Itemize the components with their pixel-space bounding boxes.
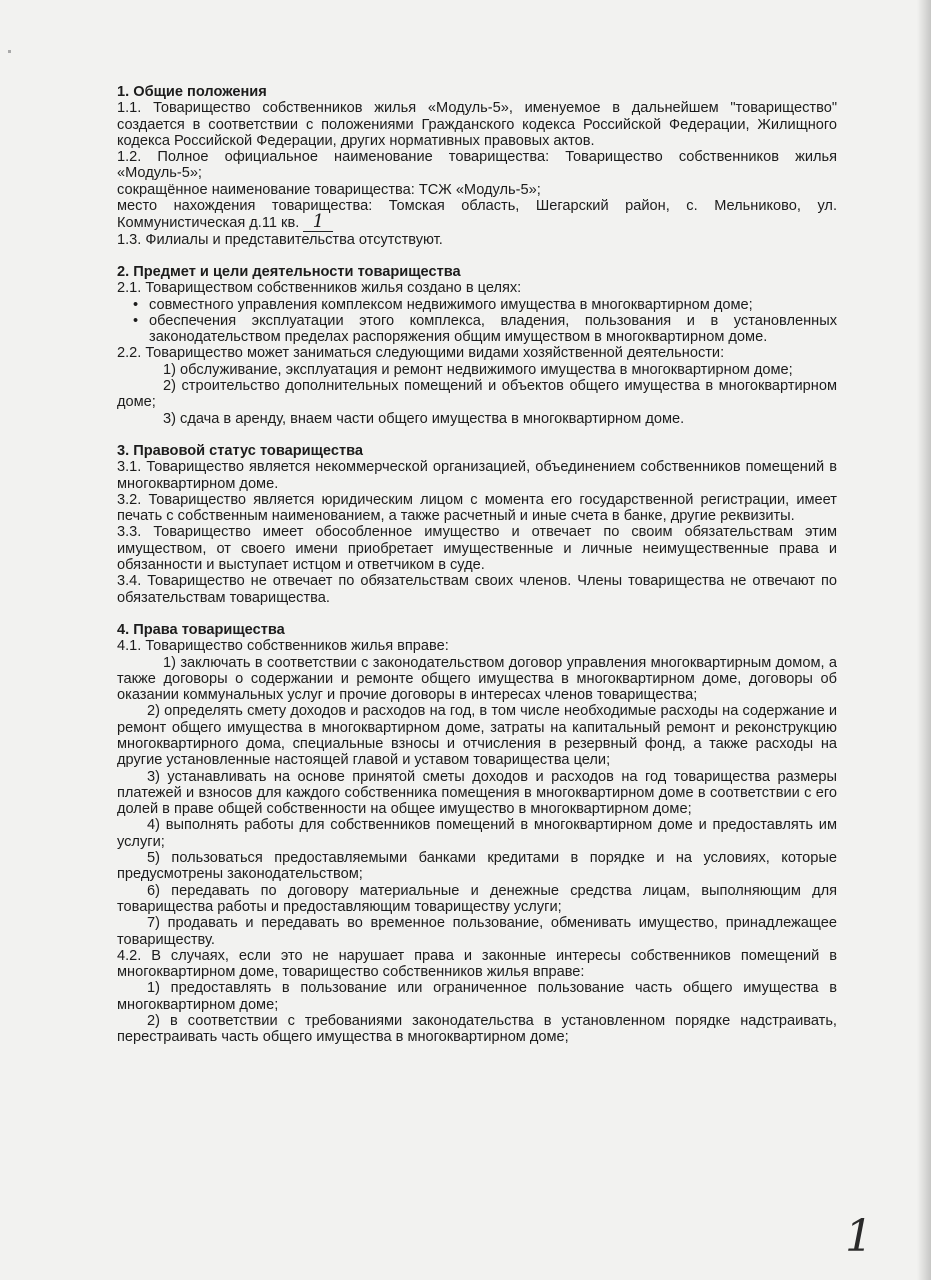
paragraph: 2.1. Товариществом собственников жилья создано в целях:	[117, 280, 522, 297]
numbered-item: 3) устанавливать на основе принятой сметы доходов и расходов на год товарищества размеры платежей и взносов для каждого собственника помещения в многоквартирном доме в соответствии с его долей в праве общей собственности на общее имущество в многоквартирном доме;	[117, 768, 837, 818]
section-heading: 1. Общие положения	[117, 84, 267, 100]
paragraph: 4.2. В случаях, если это не нарушает права и законные интересы собственников помещений в многоквартирном доме, товарищество собственников жилья вправе:	[117, 947, 837, 981]
numbered-item: 6) передавать по договору материальные и денежные средства лицам, выполняющим для товарищества работы и предоставляющим товариществу услуги;	[117, 882, 837, 915]
section-heading: 3. Правовой статус товарищества	[117, 442, 364, 459]
numbered-item: 3) сдача в аренду, внаем части общего имущества в многоквартирном доме.	[163, 410, 685, 427]
numbered-item: 1) предоставлять в пользование или ограниченное пользование часть общего имущества в многоквартирном доме;	[117, 980, 837, 1013]
numbered-item: 4) выполнять работы для собственников помещений в многоквартирном доме и предоставлять им услуги;	[117, 817, 837, 850]
paragraph: сокращённое наименование товарищества: ТСЖ «Модуль-5»;	[117, 181, 541, 198]
paragraph: 1.2. Полное официальное наименование товарищества: Товарищество собственников жилья «Модуль-5»;	[117, 149, 837, 182]
paragraph: 3.4. Товарищество не отвечает по обязательствам своих членов. Члены товарищества не отвечают по обязательствам товарищества.	[117, 573, 837, 606]
handwritten-apartment-number: 1	[303, 214, 333, 231]
numbered-item: 5) пользоваться предоставляемыми банками кредитами в порядке и на условиях, которые предусмотрены законодательством;	[117, 850, 837, 883]
numbered-item: 2) определять смету доходов и расходов на год, в том числе необходимые расходы на содержание и ремонт общего имущества в многоквартирном доме, затраты на капитальный ремонт и реконструкцию многоквартирного дома, специальные взносы и отчисления в резервный фонд, а также расходы на другие установленные настоящей главой и уставом товарищества цели;	[117, 703, 837, 769]
paragraph: 3.3. Товарищество имеет обособленное имущество и отвечает по своим обязательствам этим имуществом, от своего имени приобретает имущественные и личные неимущественные права и обязанности и выступает истцом и ответчиком в суде.	[117, 524, 837, 574]
paragraph: 1.1. Товарищество собственников жилья «Модуль-5», именуемое в дальнейшем "товарищество" создается в соответствии с положениями Гражданского кодекса Российской Федерации, Жилищного кодекса Российской Федерации, других нормативных правовых актов.	[117, 100, 837, 149]
address-text: место нахождения товарищества: Томская область, Шегарский район, с. Мельниково, ул. Коммунистическая д.11 кв.	[117, 198, 837, 232]
numbered-item: 7) продавать и передавать во временное пользование, обменивать имущество, принадлежащее товариществу.	[117, 915, 837, 948]
document-body	[117, 84, 837, 1046]
paragraph: 3.1. Товарищество является некоммерческой организацией, объединением собственников помещений в многоквартирном доме.	[117, 459, 837, 492]
scan-artifact	[8, 50, 11, 53]
section-legal-status	[117, 443, 837, 606]
section-general	[117, 84, 837, 248]
section-purpose	[117, 264, 837, 427]
numbered-item: 1) обслуживание, эксплуатация и ремонт недвижимого имущества в многоквартирном доме;	[163, 361, 793, 378]
numbered-item: 2) строительство дополнительных помещений и объектов общего имущества в многоквартирном доме;	[117, 378, 837, 411]
bullet-item: • обеспечения эксплуатации этого комплекса, владения, пользования и в установленных законодательством пределах распоряжения общим имуществом в многоквартирном доме.	[117, 313, 837, 346]
handwritten-page-number: 1	[845, 1211, 873, 1262]
numbered-item: 2) в соответствии с требованиями законодательства в установленном порядке надстраивать, перестраивать часть общего имущества в многоквартирном доме;	[117, 1013, 837, 1046]
bullet-item: • совместного управления комплексом недвижимого имущества в многоквартирном доме;	[117, 297, 837, 313]
section-rights	[117, 622, 837, 1046]
section-heading: 2. Предмет и цели деятельности товарищества	[117, 263, 461, 280]
paragraph: 4.1. Товарищество собственников жилья вправе:	[117, 638, 449, 655]
paragraph: 3.2. Товарищество является юридическим лицом с момента его государственной регистрации, имеет печать с собственным наименованием, а также расчетный и иные счета в банке, другие реквизиты.	[117, 491, 837, 525]
paragraph: 2.2. Товарищество может заниматься следующими видами хозяйственной деятельности:	[117, 345, 725, 362]
paragraph: 1.3. Филиалы и представительства отсутствуют.	[117, 231, 443, 248]
numbered-item: 1) заключать в соответствии с законодательством договор управления многоквартирным домом, а также договоры о содержании и ремонте общего имущества в многоквартирном доме, договоры об оказании коммунальных услуг и прочие договоры в интересах членов товарищества;	[117, 654, 837, 704]
section-heading: 4. Права товарищества	[117, 621, 285, 638]
paragraph-address	[117, 198, 837, 232]
